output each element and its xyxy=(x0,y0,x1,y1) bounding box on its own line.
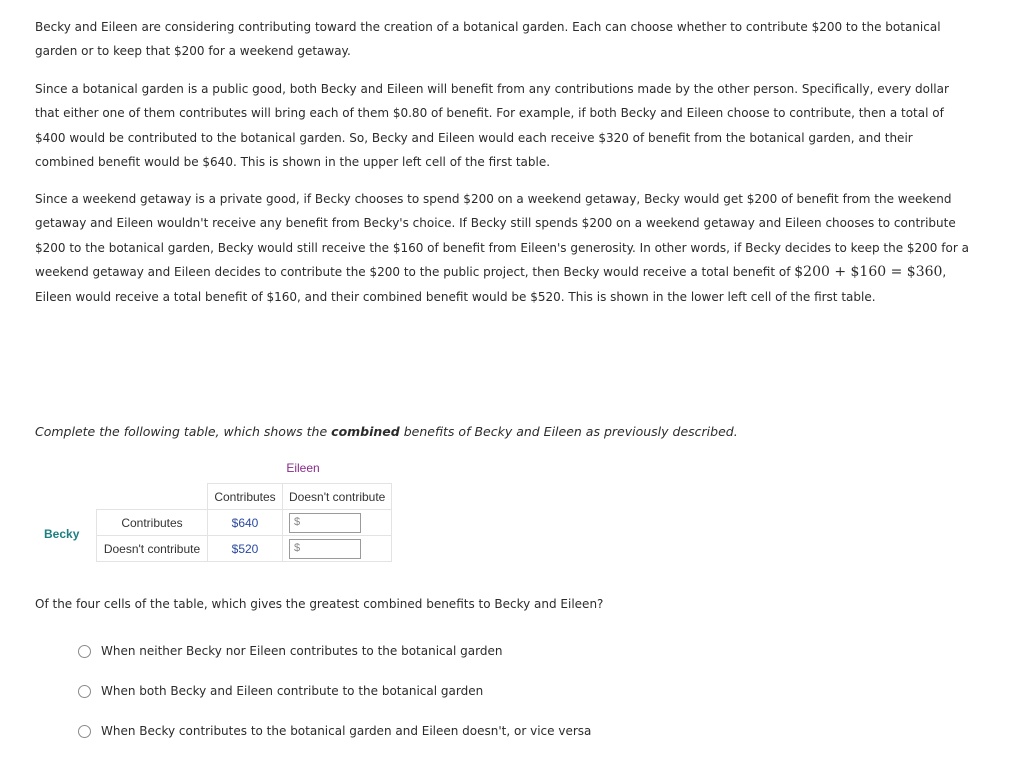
row-header-doesnt-contribute: Doesn't contribute xyxy=(97,536,208,562)
option-both[interactable] xyxy=(78,684,483,698)
table-corner xyxy=(97,484,208,510)
instruction-emphasis: combined xyxy=(331,424,400,439)
dollar-input-box[interactable] xyxy=(289,513,361,533)
dollar-input-box[interactable] xyxy=(289,539,361,559)
intro-paragraph-2: Since a botanical garden is a public good, both Becky and Eileen will benefit from any contributions made by the other person. Specifically, every dollar that either one of them contributes will bring each of them $0.80 of benefit. For example, if both Becky and Eileen choose to contribute, then a total of $400 would be contributed to the botanical garden. So, Becky and Eileen would each receive $320 of benefit from the botanical garden, and their combined benefit would be $640. This is shown in the upper left cell of the first table. xyxy=(35,82,949,170)
radio-button[interactable] xyxy=(78,685,91,698)
combined-benefit-input-1[interactable] xyxy=(304,515,358,531)
dollar-prefix: $ xyxy=(294,541,301,554)
option-neither[interactable] xyxy=(78,644,502,658)
row-header-contributes: Contributes xyxy=(97,510,208,536)
table-instruction xyxy=(35,424,738,439)
question-text: Of the four cells of the table, which gives the greatest combined benefits to Becky and Eileen? xyxy=(35,597,604,611)
cell-contrib-contrib: $640 xyxy=(208,510,283,536)
benefit-equation: $200 + $160 = $360 xyxy=(794,264,943,281)
cell-contrib-nocontrib xyxy=(283,510,392,536)
instruction-text: Complete the following table, which shows the xyxy=(35,424,332,439)
payoff-table xyxy=(96,483,392,562)
column-player-label: Eileen xyxy=(286,461,320,475)
col-header-doesnt-contribute: Doesn't contribute xyxy=(283,484,392,510)
intro-paragraph-1: Becky and Eileen are considering contributing toward the creation of a botanical garden. Each can choose whether to contribute $200 to the botanical garden or to keep that $200 for a weekend getaway. xyxy=(35,20,941,59)
instruction-text-end: benefits of Becky and Eileen as previously described. xyxy=(399,424,738,439)
table-row xyxy=(97,536,392,562)
col-header-contributes: Contributes xyxy=(208,484,283,510)
option-label: When both Becky and Eileen contribute to the botanical garden xyxy=(101,684,484,698)
table-header-row xyxy=(97,484,392,510)
paragraph-3-text-b: , Eileen would receive a total benefit of $160, and their combined benefit would be $520. This is shown in the lower left cell of the first table. xyxy=(35,265,947,304)
radio-button[interactable] xyxy=(78,645,91,658)
option-label: When neither Becky nor Eileen contributes to the botanical garden xyxy=(101,644,503,658)
intro-paragraph-3 xyxy=(35,187,975,309)
row-player-label: Becky xyxy=(44,527,80,541)
paragraph-3-text-a: Since a weekend getaway is a private good, if Becky chooses to spend $200 on a weekend getaway, Becky would get $200 of benefit from the weekend getaway and Eileen wouldn't receive any benefit from Becky's choice. If Becky still spends $200 on a weekend getaway and Eileen chooses to contribute $200 to the botanical garden, Becky would still receive the $160 of benefit from Eileen's generosity. In other words, if Becky decides to keep the $200 for a weekend getaway and Eileen decides to contribute the $200 to the public project, then Becky would receive a total benefit of xyxy=(35,192,969,280)
cell-nocontrib-nocontrib xyxy=(283,536,392,562)
combined-benefit-input-2[interactable] xyxy=(304,541,358,557)
option-label: When Becky contributes to the botanical garden and Eileen doesn't, or vice versa xyxy=(101,724,592,738)
radio-button[interactable] xyxy=(78,725,91,738)
cell-nocontrib-contrib: $520 xyxy=(208,536,283,562)
table-row xyxy=(97,510,392,536)
option-one[interactable] xyxy=(78,724,591,738)
dollar-prefix: $ xyxy=(294,515,301,528)
